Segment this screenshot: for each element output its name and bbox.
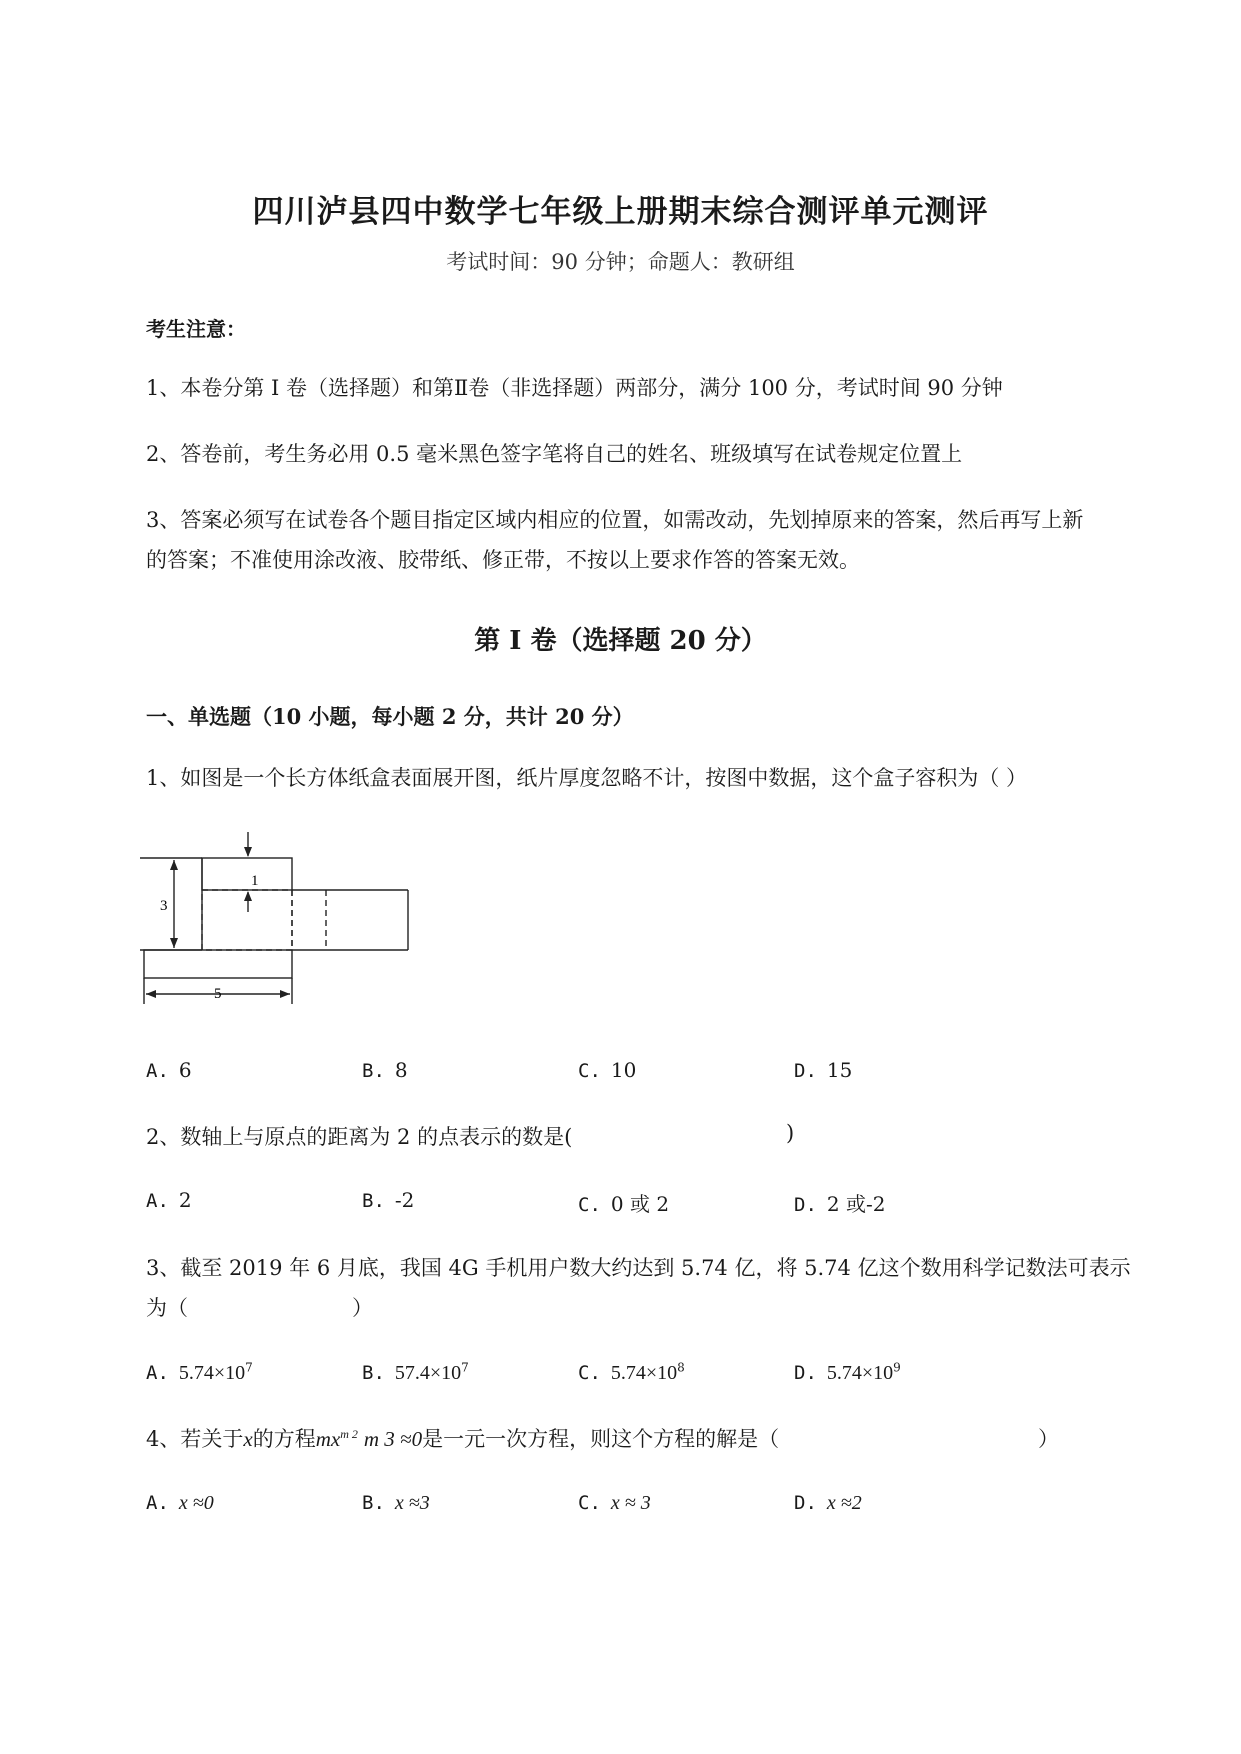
question-3-option-a[interactable]: A. $5.74\times 10^7$ (146, 1360, 253, 1384)
question-1-option-c[interactable]: C. 10 (578, 1058, 637, 1082)
question-3-option-c[interactable]: C. $5.74\times 10^8$ (578, 1360, 685, 1384)
figure-label-top: 1 (251, 873, 259, 889)
question-1-option-d[interactable]: D. 15 (794, 1058, 853, 1082)
question-3-option-d[interactable]: D. $5.74\times 10^9$ (794, 1360, 901, 1384)
question-3-stem-line-1: 3、截至 2019 年 6 月底，我国 4G 手机用户数大约达到 5.74 亿，将 5.74 亿这个数用科学记数法可表示 (146, 1256, 1131, 1280)
question-1-stem: 1、如图是一个长方体纸盒表面展开图，纸片厚度忽略不计，按图中数据，这个盒子容积为（ ） (146, 766, 1028, 790)
notice-item-3-line-2: 的答案；不准使用涂改液、胶带纸、修正带，不按以上要求作答的答案无效。 (146, 548, 860, 572)
question-3-option-b[interactable]: B. $57.4\times 10^7$ (362, 1360, 469, 1384)
question-1-option-a[interactable]: A. 6 (146, 1058, 192, 1082)
question-4-option-d[interactable]: D. x ≈2 (794, 1492, 862, 1514)
question-3-stem-end: ） (352, 1296, 373, 1320)
notice-item-2: 2、答卷前，考生务必用 0.5 毫米黑色签字笔将自己的姓名、班级填写在试卷规定位置上 (146, 442, 963, 466)
question-3-stem-line-2: 为（ (146, 1296, 188, 1320)
question-2-stem-end: ) (786, 1121, 795, 1145)
box-net-figure (140, 828, 420, 1008)
notice-item-3-line-1: 3、答案必须写在试卷各个题目指定区域内相应的位置，如需改动，先划掉原来的答案，然后再写上新 (146, 508, 1084, 532)
notice-item-1: 1、本卷分第 I 卷（选择题）和第Ⅱ卷（非选择题）两部分，满分 100 分，考试时间 90 分钟 (146, 376, 1003, 400)
exam-subtitle: 考试时间：90 分钟；命题人：教研组 (446, 250, 795, 274)
question-4-option-c[interactable]: C. x ≈ 3 (578, 1492, 651, 1514)
page-title: 四川泸县四中数学七年级上册期末综合测评单元测评 (252, 194, 989, 230)
section-title: 第 I 卷（选择题 20 分） (474, 626, 767, 656)
section-subheading: 一、单选题（10 小题，每小题 2 分，共计 20 分） (146, 704, 634, 729)
figure-label-left: 3 (160, 898, 168, 914)
notice-heading: 考生注意： (146, 317, 246, 341)
question-4-stem-end: ） (1038, 1427, 1059, 1451)
question-1-option-b[interactable]: B. 8 (362, 1058, 408, 1082)
question-2-option-a[interactable]: A. 2 (146, 1188, 192, 1212)
question-2-option-d[interactable]: D. 2 或-2 (794, 1192, 886, 1216)
question-4-stem: 4、若关于x的方程$mx^{m 2}$ m 3 ≈0是一元一次方程，则这个方程的解是（ (146, 1427, 780, 1451)
figure-label-bottom: 5 (214, 986, 222, 1002)
question-2-option-c[interactable]: C. 0 或 2 (578, 1192, 670, 1216)
question-2-stem: 2、数轴上与原点的距离为 2 的点表示的数是( (146, 1125, 573, 1149)
question-4-option-b[interactable]: B. x ≈3 (362, 1492, 430, 1514)
question-2-option-b[interactable]: B. -2 (362, 1188, 415, 1212)
question-4-option-a[interactable]: A. x ≈0 (146, 1492, 214, 1514)
